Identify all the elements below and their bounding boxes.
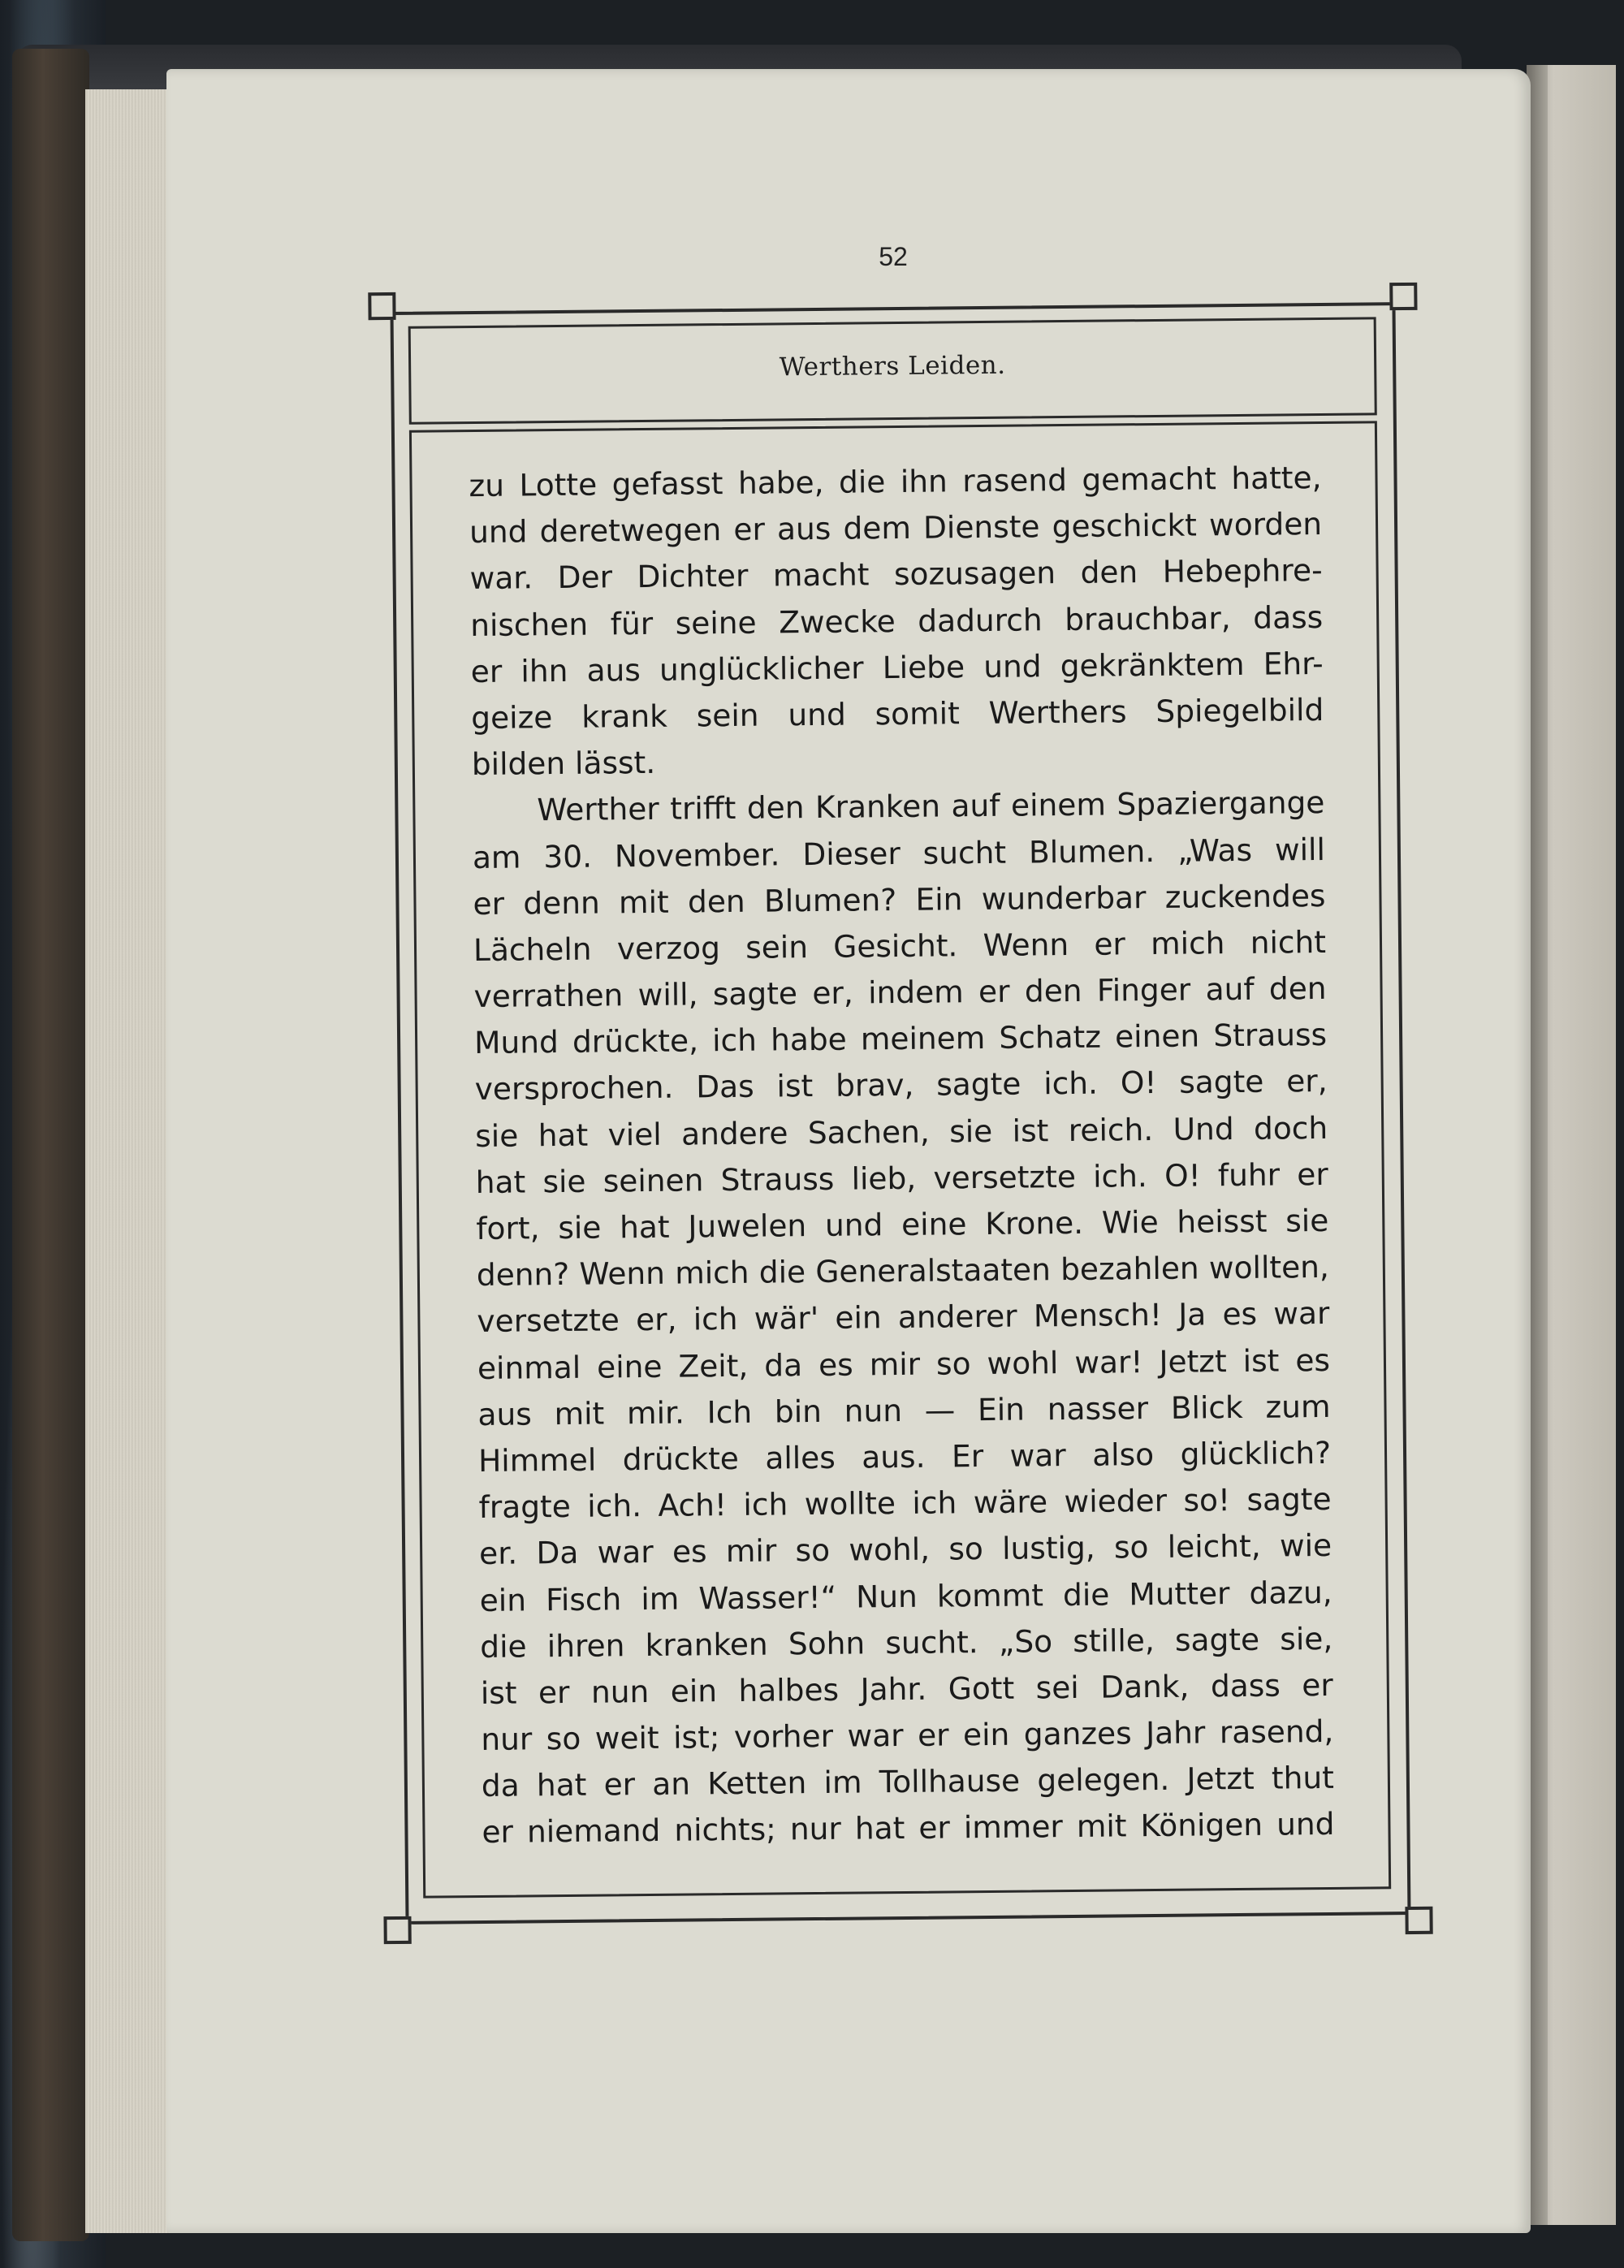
frame-corner-ornament <box>368 292 395 320</box>
text-line: die ihren kranken Sohn sucht. „So stille, sagte sie, <box>480 1620 1333 1665</box>
text-line: er ihn aus unglücklicher Liebe und gekränktem Ehr- <box>470 645 1324 689</box>
page-number: 52 <box>879 242 908 271</box>
text-line: war. Der Dichter macht sozusagen den Hebephre- <box>469 552 1323 597</box>
text-line: sie hat viel andere Sachen, sie ist reich. Und doch <box>475 1109 1328 1154</box>
text-line: hat sie seinen Strauss lieb, versetzte ich. O! fuhr er <box>475 1156 1328 1200</box>
frame-corner-ornament <box>1405 1907 1432 1934</box>
text-line: bilden lässt. <box>471 745 656 783</box>
text-line: Himmel drückte alles aus. Er war also glücklich? <box>477 1434 1332 1479</box>
text-line: nischen für seine Zwecke dadurch brauchbar, dass <box>469 598 1324 643</box>
text-line: verrathen will, sagte er, indem er den Finger auf den <box>473 970 1327 1015</box>
text-line: da hat er an Ketten im Tollhause gelegen. Jetzt thut <box>481 1760 1335 1804</box>
text-line: versprochen. Das ist brav, sagte ich. O! sagte er, <box>474 1063 1328 1108</box>
text-line: er niemand nichts; nur hat er immer mit Königen und <box>482 1806 1335 1851</box>
text-line: er. Da war es mir so wohl, so lustig, so leicht, wie <box>478 1527 1332 1572</box>
body-text <box>469 455 1334 1856</box>
text-line: ein Fisch im Wasser!“ Nun kommt die Mutter dazu, <box>479 1574 1332 1618</box>
text-line: Werther trifft den Kranken auf einem Spaziergange <box>537 784 1325 828</box>
text-line: einmal eine Zeit, da es mir so wohl war! Jetzt ist es <box>477 1341 1331 1386</box>
text-frame <box>390 302 1410 1925</box>
text-line: denn? Wenn mich die Generalstaaten bezahlen wollten, <box>476 1249 1330 1294</box>
running-head: Werthers Leiden. <box>779 350 1006 382</box>
text-line: ist er nun ein halbes Jahr. Gott sei Dank, dass er <box>480 1666 1333 1711</box>
text-line: versetzte er, ich wär' ein anderer Mensch! Ja es war <box>477 1295 1330 1340</box>
text-line: zu Lotte gefasst habe, die ihn rasend gemacht hatte, <box>469 459 1322 504</box>
text-line: fragte ich. Ach! ich wollte ich wäre wieder so! sagte <box>478 1481 1332 1526</box>
text-line: nur so weit ist; vorher war er ein ganzes Jahr rasend, <box>481 1713 1334 1758</box>
text-line: Lächeln verzog sein Gesicht. Wenn er mich nicht <box>473 923 1327 968</box>
text-line: geize krank sein und somit Werthers Spiegelbild <box>471 691 1324 736</box>
text-line: und deretwegen er aus dem Dienste geschickt worden <box>469 506 1323 551</box>
page-stack-edge <box>85 89 175 2233</box>
text-line: er denn mit den Blumen? Ein wunderbar zuckendes <box>473 877 1326 922</box>
running-head-box <box>408 317 1377 424</box>
text-line: Mund drückte, ich habe meinem Schatz einen Strauss <box>473 1017 1328 1061</box>
frame-corner-ornament <box>1389 283 1417 310</box>
text-body-box <box>409 421 1391 1898</box>
text-line: fort, sie hat Juwelen und eine Krone. Wie heisst sie <box>476 1202 1329 1247</box>
text-line: aus mit mir. Ich bin nun — Ein nasser Blick zum <box>477 1388 1331 1432</box>
leather-spine-edge <box>12 49 89 2241</box>
frame-corner-ornament <box>383 1916 411 1944</box>
text-line: am 30. November. Dieser sucht Blumen. „Was will <box>472 831 1326 875</box>
